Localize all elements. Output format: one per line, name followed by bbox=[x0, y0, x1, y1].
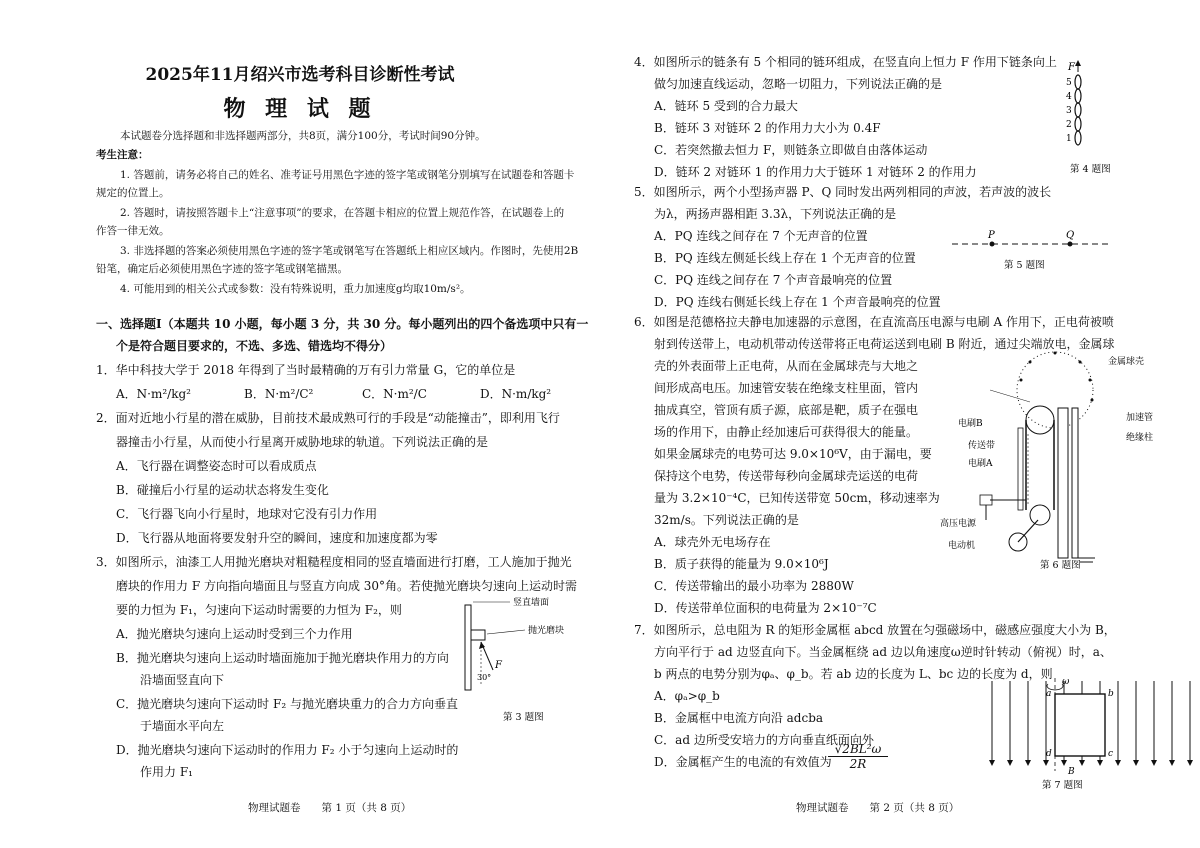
hv-label: 高压电源 bbox=[940, 519, 977, 529]
chain-link-2 bbox=[1075, 117, 1081, 131]
q3-option-c-cont: 于墙面水平向左 bbox=[140, 719, 225, 733]
vertex-d: d bbox=[1046, 749, 1052, 759]
section-heading-cont: 个是符合题目要求的，不选、多选、错选均不得分） bbox=[116, 339, 393, 353]
q4-option-d: D．链环 2 对链环 1 的作用力大于链环 1 对链环 2 的作用力 bbox=[654, 165, 977, 179]
fraction-denominator: 2R bbox=[849, 757, 867, 771]
q1-option-d: D．N·m/kg² bbox=[480, 387, 552, 401]
insulating-pillar bbox=[1072, 408, 1078, 558]
figure-caption: 第 4 题图 bbox=[1070, 164, 1111, 175]
q5-stem: 5．如图所示，两个小型扬声器 P、Q 同时发出两列相同的声波，若声波的波长 bbox=[634, 185, 1052, 199]
q6-stem-cont: 32m/s。下列说法正确的是 bbox=[654, 513, 799, 527]
q4-stem: 4．如图所示的链条有 5 个相同的链环组成，在竖直向上恒力 F 作用下链条向上 bbox=[634, 55, 1057, 69]
label-p: P bbox=[988, 230, 995, 241]
q2-option-d: D．飞行器从地面将要发射升空的瞬间，速度和加速度都为零 bbox=[116, 531, 438, 545]
q6-option-a: A．球壳外无电场存在 bbox=[654, 535, 771, 549]
notice-line: 铅笔，确定后必须使用黑色字迹的签字笔或钢笔描黑。 bbox=[96, 263, 348, 275]
speaker-p bbox=[990, 242, 995, 247]
motor-label: 电动机 bbox=[948, 541, 976, 551]
q5-option-d: D．PQ 连线右侧延长线上存在 1 个声音最响亮的位置 bbox=[654, 295, 941, 309]
vertex-c: c bbox=[1108, 749, 1114, 759]
notice-line: 规定的位置上。 bbox=[96, 187, 170, 199]
section-heading: 一、选择题Ⅰ（本题共 10 小题，每小题 3 分，共 30 分。每小题列出的四个备选项中只有一 bbox=[96, 317, 589, 331]
q1-stem: 1．华中科技大学于 2018 年得到了当时最精确的万有引力常量 G，它的单位是 bbox=[96, 363, 516, 377]
link-label: 3 bbox=[1066, 106, 1072, 116]
chain-link-4 bbox=[1075, 89, 1081, 103]
motor-belt bbox=[1018, 520, 1038, 542]
q6-stem-cont: 保持这个电势，传送带每秒向金属球壳运送的电荷 bbox=[654, 469, 919, 483]
q1-option-a: A．N·m²/kg² bbox=[116, 387, 191, 401]
page-footer: 物理试题卷 第 2 页（共 8 页） bbox=[796, 802, 960, 814]
chain-link-5 bbox=[1075, 75, 1081, 89]
figure-caption: 第 7 题图 bbox=[1042, 780, 1083, 791]
figure-caption: 第 3 题图 bbox=[503, 712, 544, 723]
q7-option-c: C．ad 边所受安培力的方向垂直纸面向外 bbox=[654, 733, 874, 747]
q6-stem-cont: 场的作用下，由静止经加速后可获得很大的能量。 bbox=[654, 425, 919, 439]
label-q: Q bbox=[1066, 230, 1075, 241]
q7-option-a: A．φₐ>φ_b bbox=[654, 689, 720, 703]
speaker-q bbox=[1068, 242, 1073, 247]
field-arrowheads bbox=[989, 760, 1193, 766]
q6-stem-cont: 射到传送带上，电动机带动传送带将正电荷运送到电刷 B 附近，通过尖端放电，金属球 bbox=[654, 337, 1115, 351]
shell-label: 金属球壳 bbox=[1108, 357, 1145, 367]
block-shape bbox=[471, 630, 485, 640]
q5-option-c: C．PQ 连线之间存在 7 个声音最响亮的位置 bbox=[654, 273, 893, 287]
q6-option-c: C．传送带输出的最小功率为 2880W bbox=[654, 579, 854, 593]
force-label: F bbox=[1068, 62, 1075, 73]
q6-stem: 6．如图是范德格拉夫静电加速器的示意图，在直流高压电源与电刷 A 作用下，正电荷被喷 bbox=[634, 315, 1114, 329]
q5-option-b: B．PQ 连线左侧延长线上存在 1 个无声音的位置 bbox=[654, 251, 916, 265]
q6-figure bbox=[930, 350, 1190, 575]
q6-stem-cont: 抽成真空，管顶有质子源，底部是靶，质子在强电 bbox=[654, 403, 919, 417]
field-label: B bbox=[1068, 767, 1075, 777]
q5-figure bbox=[952, 228, 1122, 274]
link-label: 4 bbox=[1066, 92, 1072, 102]
q6-option-b: B．质子获得的能量为 9.0×10⁶J bbox=[654, 557, 829, 571]
exam-title: 2025年11月绍兴市选考科目诊断性考试 bbox=[145, 65, 455, 85]
block-label: 抛光磨块 bbox=[528, 626, 565, 636]
page-2 bbox=[600, 0, 1200, 848]
bottom-pulley bbox=[1030, 505, 1050, 525]
q6-stem-cont: 间形成高电压。加速管安装在绝缘支柱里面，管内 bbox=[654, 381, 919, 395]
link-label: 2 bbox=[1066, 120, 1072, 130]
link-label: 5 bbox=[1066, 78, 1072, 88]
q3-stem-cont: 磨块的作用力 F 方向指向墙面且与竖直方向成 30°角。若使抛光磨块匀速向上运动时需 bbox=[116, 579, 578, 593]
accel-tube bbox=[1058, 408, 1068, 558]
angle-label: 30° bbox=[477, 673, 492, 682]
q7-figure bbox=[990, 676, 1190, 791]
metal-shell bbox=[1017, 352, 1093, 428]
force-label: F bbox=[495, 660, 502, 671]
q3-option-d: D．抛光磨块匀速向下运动时的作用力 F₂ 小于匀速向上运动时的 bbox=[116, 743, 459, 757]
belt-label: 传送带 bbox=[968, 441, 996, 451]
brush-a-label: 电刷A bbox=[968, 459, 993, 469]
notice-line: 3. 非选择题的答案必须使用黑色字迹的签字笔或钢笔写在答题纸上相应区域内。作图时，先使用2B bbox=[120, 245, 579, 257]
q2-option-c: C．飞行器飞向小行星时，地球对它没有引力作用 bbox=[116, 507, 378, 521]
vertex-a: a bbox=[1046, 689, 1052, 699]
q5-stem-cont: 为λ，两扬声器相距 3.3λ，下列说法正确的是 bbox=[654, 207, 897, 221]
q2-stem-cont: 器撞击小行星，从而使小行星离开威胁地球的轨道。下列说法正确的是 bbox=[116, 435, 489, 449]
pillar-label: 绝缘柱 bbox=[1126, 433, 1154, 443]
link-label: 1 bbox=[1066, 134, 1072, 144]
q2-option-b: B．碰撞后小行星的运动状态将发生变化 bbox=[116, 483, 329, 497]
leader-block bbox=[487, 630, 525, 634]
notice-line: 2. 答题时，请按照答题卡上“注意事项”的要求，在答题卡相应的位置上规范作答，在试题卷上的 bbox=[120, 207, 565, 219]
vertex-b: b bbox=[1108, 689, 1114, 699]
wall-label: 竖直墙面 bbox=[513, 598, 550, 608]
q3-option-c: C．抛光磨块匀速向下运动时 F₂ 与抛光磨块重力的合力方向垂直 bbox=[116, 697, 458, 711]
brush-b-label: 电刷B bbox=[958, 419, 983, 429]
q3-option-d-cont: 作用力 F₁ bbox=[140, 765, 193, 779]
q7-option-d: D．金属框产生的电流的有效值为 bbox=[654, 755, 832, 769]
q7-option-b: B．金属框中电流方向沿 adcba bbox=[654, 711, 824, 725]
q3-stem: 3．如图所示，油漆工人用抛光磨块对粗糙程度相同的竖直墙面进行打磨，工人施加于抛光 bbox=[96, 555, 572, 569]
q7-stem-cont: 方向平行于 ad 边竖直向下。当金属框绕 ad 边以角速度ω逆时针转动（俯视）时，a、 bbox=[654, 645, 1112, 659]
q7-stem-cont: b 两点的电势分别为φₐ、φ_b。若 ab 边的长度为 L、bc 边的长度为 d，则 bbox=[654, 667, 1053, 681]
q3-option-a: A．抛光磨块匀速向上运动时受到三个力作用 bbox=[116, 627, 353, 641]
charge-dot bbox=[1054, 352, 1057, 355]
charge-dot bbox=[1020, 379, 1023, 382]
charge-dot bbox=[1029, 361, 1032, 364]
notice-line: 1. 答题前，请务必将自己的姓名、准考证号用黑色字迹的签字笔或钢笔分别填写在试题卷和答题卡 bbox=[120, 169, 575, 181]
charge-dot bbox=[1091, 399, 1094, 402]
top-pulley bbox=[1026, 406, 1054, 434]
q3-option-b: B．抛光磨块匀速向上运动时墙面施加于抛光磨块作用力的方向 bbox=[116, 651, 449, 665]
q6-stem-cont: 如果金属球壳的电势可达 9.0×10⁶V，由于漏电，要 bbox=[654, 447, 932, 461]
fraction-numerator: √2BL²ω bbox=[828, 742, 888, 757]
q3-option-b-cont: 沿墙面竖直向下 bbox=[140, 673, 225, 687]
q5-option-a: A．PQ 连线之间存在 7 个无声音的位置 bbox=[654, 229, 868, 243]
q6-stem-cont: 量为 3.2×10⁻⁴C，已知传送带宽 50cm，移动速率为 bbox=[654, 491, 940, 505]
q2-stem: 2．面对近地小行星的潜在威胁，目前技术最成熟可行的手段是“动能撞击”，即利用飞行 bbox=[96, 411, 560, 425]
q1-option-c: C．N·m²/C bbox=[362, 387, 427, 401]
q1-option-b: B．N·m²/C² bbox=[244, 387, 314, 401]
q4-option-c: C．若突然撤去恒力 F，则链条立即做自由落体运动 bbox=[654, 143, 928, 157]
omega-label: ω bbox=[1062, 677, 1070, 687]
q4-option-a: A．链环 5 受到的合力最大 bbox=[654, 99, 798, 113]
leader-shell bbox=[990, 390, 1030, 402]
q2-option-a: A．飞行器在调整姿态时可以看成质点 bbox=[116, 459, 317, 473]
arrow-head bbox=[479, 642, 485, 649]
page-footer: 物理试题卷 第 1 页（共 8 页） bbox=[248, 802, 412, 814]
q6-stem-cont: 壳的外表面带上正电荷，从而在金属球壳与大地之 bbox=[654, 359, 919, 373]
figure-caption: 第 6 题图 bbox=[1040, 560, 1081, 571]
wall-shape bbox=[465, 605, 471, 690]
q6-option-d: D．传送带单位面积的电荷量为 2×10⁻⁷C bbox=[654, 601, 877, 615]
q3-figure bbox=[455, 600, 595, 730]
figure-caption: 第 5 题图 bbox=[1004, 260, 1045, 271]
chain-link-3 bbox=[1075, 103, 1081, 117]
q7-stem: 7．如图所示，总电阻为 R 的矩形金属框 abcd 放置在匀强磁场中，磁感应强度大小为 B， bbox=[634, 623, 1116, 637]
brush-b bbox=[1018, 428, 1023, 510]
charge-dot bbox=[1089, 379, 1092, 382]
notice-heading: 考生注意： bbox=[96, 149, 149, 161]
subject-title: 物 理 试 题 bbox=[223, 96, 377, 122]
charge-dot bbox=[1079, 361, 1082, 364]
tube-label: 加速管 bbox=[1126, 413, 1154, 423]
q4-option-b: B．链环 3 对链环 2 的作用力大小为 0.4F bbox=[654, 121, 881, 135]
q4-figure bbox=[1060, 56, 1120, 180]
chain-link-1 bbox=[1075, 131, 1081, 145]
q7-fraction bbox=[828, 742, 888, 771]
intro-text: 本试题卷分选择题和非选择题两部分，共8页，满分100分，考试时间90分钟。 bbox=[120, 130, 486, 142]
arrow-head bbox=[1075, 60, 1081, 66]
q3-stem-cont: 要的力恒为 F₁，匀速向下运动时需要的力恒为 F₂，则 bbox=[116, 603, 402, 617]
q4-stem-cont: 做匀加速直线运动，忽略一切阻力，下列说法正确的是 bbox=[654, 77, 943, 91]
notice-line: 作答一律无效。 bbox=[96, 225, 170, 237]
metal-frame bbox=[1055, 694, 1105, 756]
notice-line: 4. 可能用到的相关公式或参数：没有特殊说明，重力加速度g均取10m/s²。 bbox=[120, 283, 471, 295]
